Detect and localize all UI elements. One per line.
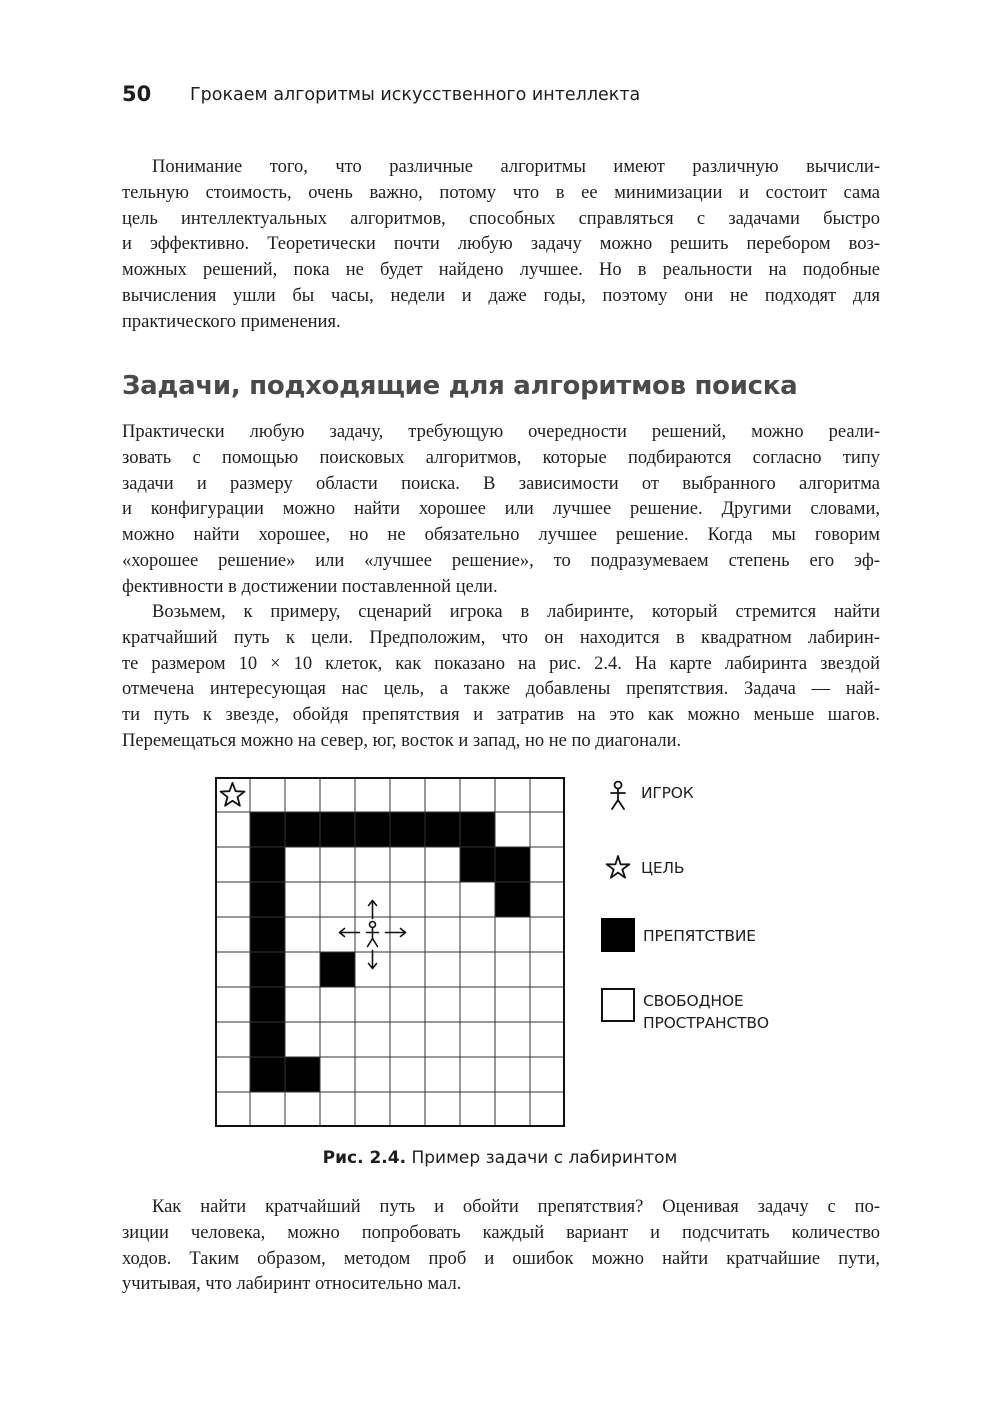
text-line: зиции человека, можно попробовать каждый вариант и подсчитать количество [122,1222,880,1243]
text-line: можно найти хорошее, но не обязательно лучшее решение. Когда мы говорим [122,525,880,546]
paragraph-maze-scenario [122,600,880,755]
caption-label: Рис. 2.4. [322,1148,407,1168]
obstacle-cell [355,812,390,847]
obstacle-cell [425,812,460,847]
text-line: кратчайший путь к цели. Предположим, что он находится в квадратном лабирин- [122,627,880,648]
text-line: Возьмем, к примеру, сценарий игрока в лабиринте, который стремится найти [152,602,880,622]
running-title: Грокаем алгоритмы искусственного интеллекта [190,85,641,105]
obstacle-cell [285,1057,320,1092]
text-line: задачи и размеру области поиска. В зависимости от выбранного алгоритма [122,473,880,494]
legend-obstacle-label: ПРЕПЯТСТВИЕ [643,927,756,945]
text-line: ти путь к звезде, обойдя препятствия и затратив на это как можно меньше шагов. [122,705,880,726]
goal-star [221,783,245,806]
figure-caption [0,1148,1000,1168]
text-line: учитывая, что лабиринт относительно мал. [122,1274,462,1295]
obstacle-cell [250,1057,285,1092]
obstacle-cell [250,952,285,987]
goal-star-legend-icon [603,853,633,883]
obstacle-cell [250,917,285,952]
text-line: Понимание того, что различные алгоритмы имеют различную вычисли- [152,157,880,177]
obstacle-cell [495,847,530,882]
obstacle-cell [250,987,285,1022]
text-line: те размером 10 × 10 клеток, как показано на рис. 2.4. На карте лабиринта звездой [122,653,880,674]
text-line: можных решений, пока не будет найдено лучшее. Но в реальности на подобные [122,260,880,281]
obstacle-cell [460,812,495,847]
text-line: ходов. Таким образом, методом проб и ошибок можно найти кратчайшие пути, [122,1248,880,1269]
legend-player-label: ИГРОК [641,784,694,802]
legend-free-line2: ПРОСТРАНСТВО [643,1014,769,1032]
paragraph-intro [122,155,880,336]
obstacle-cell [250,882,285,917]
text-line: цель интеллектуальных алгоритмов, способных справляться с задачами быстро [122,208,880,229]
player-leg [373,939,378,947]
obstacle-cell [460,847,495,882]
text-line: вычисления ушли бы часы, недели и даже годы, поэтому они не подходят для [122,285,880,306]
obstacle-cell [320,812,355,847]
goal-star-icon [221,783,245,806]
player-head [370,922,376,928]
text-line: Как найти кратчайший путь и обойти препятствия? Оценивая задачу с по- [152,1197,880,1217]
free-space-swatch [601,988,635,1022]
obstacle-cell [390,812,425,847]
maze-figure [215,777,565,1127]
obstacle-cell [495,882,530,917]
player-leg [368,939,373,947]
legend-goal-label: ЦЕЛЬ [641,859,685,877]
page-number: 50 [122,82,152,106]
obstacle-cell [250,847,285,882]
obstacle-cell [320,952,355,987]
section-heading: Задачи, подходящие для алгоритмов поиска [122,371,798,401]
text-line: отмечена интересующая нас цель, а также добавлены препятствия. Задача — най- [122,679,880,700]
text-line: фективности в достижении поставленной цели. [122,576,498,597]
text-line: и эффективно. Теоретически почти любую задачу можно решить перебором воз- [122,234,880,255]
legend-free-space-label [643,990,769,1034]
player-icon [603,780,633,812]
obstacle-cell [250,812,285,847]
text-line: Перемещаться можно на север, юг, восток и запад, но не по диагонали. [122,730,682,751]
obstacle-swatch [601,918,635,952]
text-line: тельную стоимость, очень важно, потому что в ее минимизации и состоит сама [122,182,880,203]
caption-text: Пример задачи с лабиринтом [406,1148,678,1168]
obstacle-cell [285,812,320,847]
text-line: Практически любую задачу, требующую очередности решений, можно реали- [122,422,880,442]
text-line: и конфигурации можно найти хорошее или лучшее решение. Другими словами, [122,499,880,520]
text-line: практического применения. [122,311,341,332]
paragraph-search-problems [122,420,880,601]
obstacle-cell [250,1022,285,1057]
legend-free-line1: СВОБОДНОЕ [643,992,744,1010]
text-line: зовать с помощью поисковых алгоритмов, которые подбираются согласно типу [122,447,880,468]
text-line: «хорошее решение» или «лучшее решение», то подразумеваем степень его эф- [122,550,880,571]
paragraph-shortest-path [122,1195,880,1298]
